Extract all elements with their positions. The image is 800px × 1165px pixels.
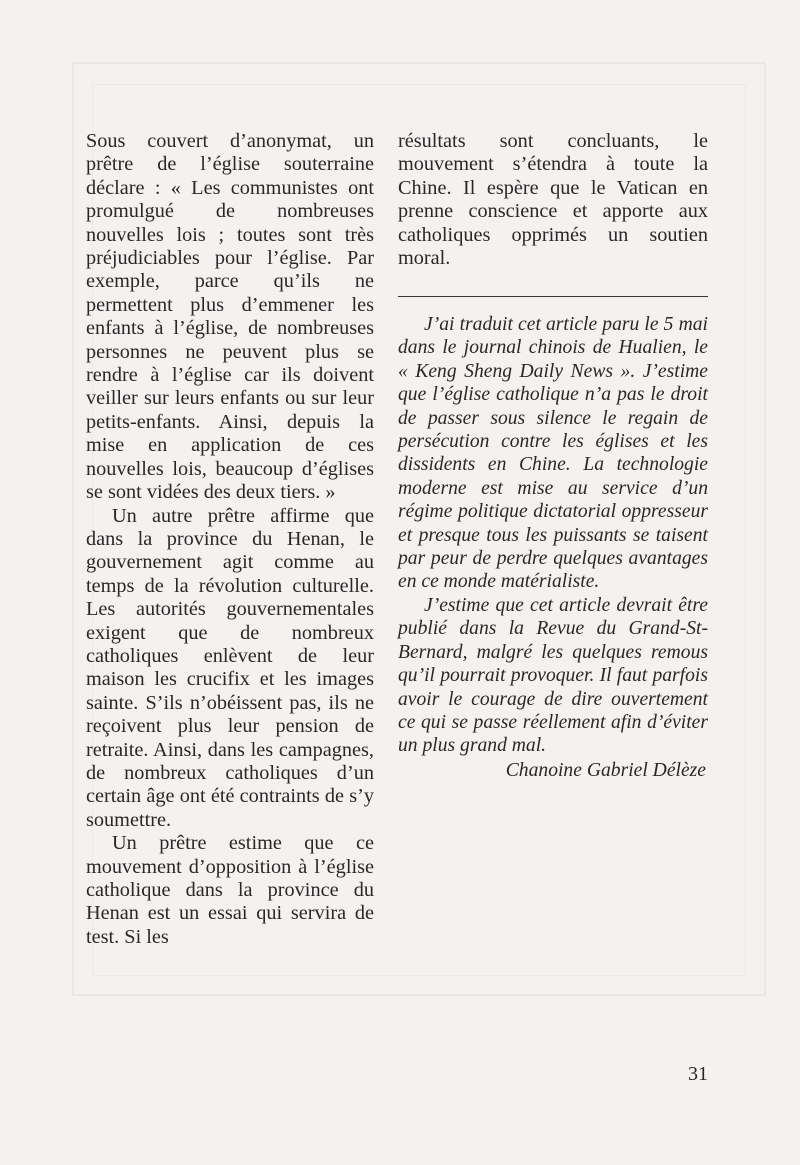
article-left-column (86, 130, 374, 949)
article-paragraph-2: Un autre prêtre affirme que dans la province du Henan, le gouvernement agit comme au temps de la révolution culturelle. Les autorités gouvernementales exigent que de nombreux catholiques enlèvent de leur maison les crucifix et les images sainte. S’ils n’obéissent pas, ils ne reçoivent plus leur pension de retraite. Ainsi, dans les campagnes, de nombreux catholiques d’un certain âge ont été contraints de s’y soumettre. (86, 504, 374, 831)
section-divider (398, 296, 708, 297)
article-paragraph-1: Sous couvert d’anonymat, un prêtre de l’église souterraine déclare : « Les communistes ont promulgué de nombreuses nouvelles lois ; toutes sont très préjudiciables pour l’église. Par exemple, parce qu’ils ne permettent plus d’emmener les enfants à l’église, de nombreuses personnes ne peuvent plus se rendre à l’église car ils doivent veiller sur leurs enfants ou sur leur petits-enfants. Ainsi, depuis la mise en application de ces nouvelles lois, beaucoup d’églises se sont vidées des deux tiers. » (86, 130, 374, 504)
note-paragraph-1: J’ai traduit cet article paru le 5 mai dans le journal chinois de Hualien, le « Keng Sheng Daily News ». J’estime que l’église catholique n’a pas le droit de passer sous silence le regain de persécution contre les églises et les dissidents en Chine. La technologie moderne est mise au service d’un régime politique dictatorial oppresseur et presque tous les puissants se taisent par peur de perdre quelques avantages en ce monde matérialiste. (398, 314, 708, 593)
signature: Chanoine Gabriel Délèze (505, 760, 706, 781)
page-number: 31 (688, 1063, 708, 1085)
translator-note (398, 313, 708, 758)
article-paragraph-continuation: résultats sont concluants, le mouvement s’étendra à toute la Chine. Il espère que le Vatican en prenne conscience et apporte aux catholiques opprimés un soutien moral. (398, 130, 708, 270)
article-paragraph-3: Un prêtre estime que ce mouvement d’opposition à l’église catholique dans la province du Henan est un essai qui servira de test. Si les (86, 832, 374, 948)
article-right-column (398, 130, 708, 270)
note-paragraph-2: J’estime que cet article devrait être publié dans la Revue du Grand-St-Bernard, malgré les quelques remous qu’il pourrait provoquer. Il faut parfois avoir le courage de dire ouvertement ce qui se passe réellement afin d’éviter un plus grand mal. (398, 594, 708, 757)
